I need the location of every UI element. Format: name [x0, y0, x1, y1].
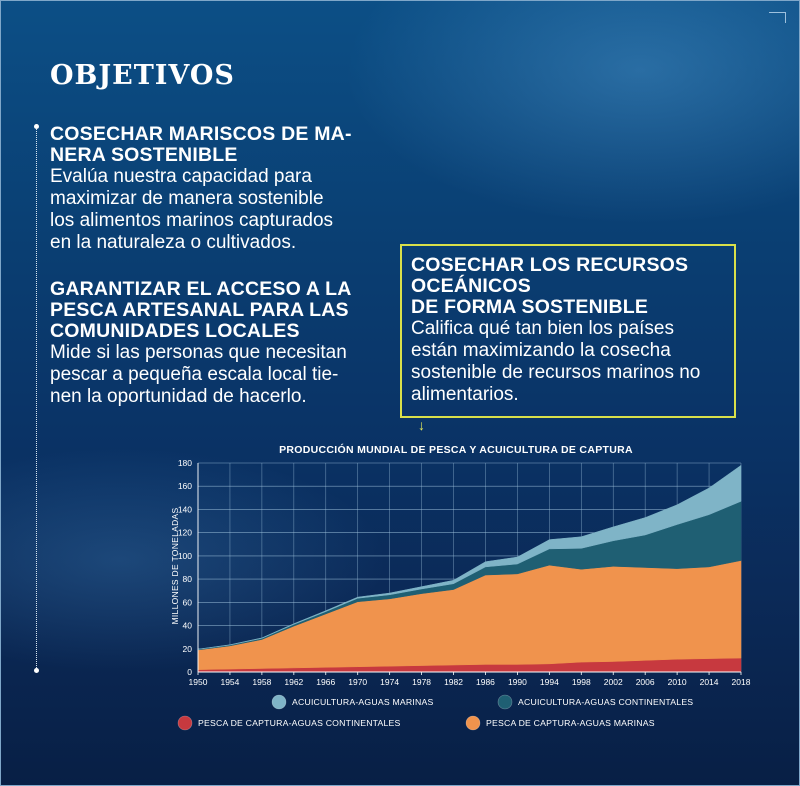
objective-title: COSECHAR LOS RECURSOS OCEÁNICOS DE FORMA SOSTENIBLE — [411, 254, 689, 318]
legend-swatch — [272, 695, 286, 709]
x-tick-label: 2010 — [667, 677, 687, 687]
y-tick-label: 180 — [177, 458, 192, 468]
x-tick-label: 2014 — [699, 677, 719, 687]
y-tick-label: 60 — [182, 597, 192, 608]
x-tick-label: 1978 — [412, 677, 432, 687]
x-tick-label: 1958 — [252, 677, 272, 687]
y-tick-label: 160 — [177, 481, 192, 492]
y-axis-label: MILLONES DE TONELADAS — [170, 507, 180, 625]
legend-label: ACUICULTURA-AGUAS CONTINENTALES — [518, 697, 694, 707]
y-tick-label: 140 — [177, 504, 192, 515]
objective-title: COSECHAR MARISCOS DE MA- NERA SOSTENIBLE — [50, 123, 352, 166]
y-tick-label: 0 — [187, 667, 192, 677]
x-tick-label: 1990 — [507, 677, 527, 687]
objective-text: Califica qué tan bien los países están maximizando la cosecha sostenible de recursos marinos no alimentarios. — [411, 318, 701, 405]
objective-text: Evalúa nuestra capacidad para maximizar de manera sostenible los alimentos marinos capturados en la naturaleza o cultivados. — [50, 166, 334, 253]
x-tick-label: 1970 — [348, 677, 368, 687]
chart-title: PRODUCCIÓN MUNDIAL DE PESCA Y ACUICULTURA DE CAPTURA — [279, 444, 633, 456]
chart-legend — [178, 695, 693, 730]
chart-areas — [198, 465, 741, 672]
x-tick-label: 1994 — [539, 677, 559, 687]
x-tick-label: 1954 — [220, 677, 240, 687]
x-tick-label: 1966 — [316, 677, 336, 687]
x-tick-label: 1950 — [188, 677, 208, 687]
y-tick-label: 80 — [182, 574, 192, 585]
legend-swatch — [498, 695, 512, 709]
x-tick-label: 2006 — [635, 677, 655, 687]
x-tick-label: 1974 — [380, 677, 400, 687]
page-title: OBJETIVOS — [50, 60, 235, 91]
arrow-down-icon: ↓ — [418, 417, 425, 433]
y-tick-label: 100 — [177, 550, 192, 561]
x-tick-label: 1998 — [571, 677, 591, 687]
objective-title: GARANTIZAR EL ACCESO A LA PESCA ARTESANAL PARA LAS COMUNIDADES LOCALES — [50, 278, 352, 342]
legend-swatch — [178, 716, 192, 730]
x-tick-label: 2002 — [603, 677, 623, 687]
x-tick-label: 1962 — [284, 677, 304, 687]
x-tick-label: 1982 — [444, 677, 463, 687]
y-tick-label: 20 — [182, 643, 192, 654]
legend-label: PESCA DE CAPTURA-AGUAS MARINAS — [486, 718, 655, 728]
y-tick-label: 40 — [182, 620, 192, 631]
y-tick-label: 120 — [177, 527, 192, 538]
objective-text: Mide si las personas que necesitan pescar a pequeña escala local tie- nen la oportunidad de hacerlo. — [50, 342, 347, 407]
x-tick-label: 1986 — [476, 677, 495, 687]
x-tick-label: 2018 — [731, 677, 751, 687]
legend-label: ACUICULTURA-AGUAS MARINAS — [292, 697, 434, 707]
legend-swatch — [466, 716, 480, 730]
legend-label: PESCA DE CAPTURA-AGUAS CONTINENTALES — [198, 718, 401, 728]
